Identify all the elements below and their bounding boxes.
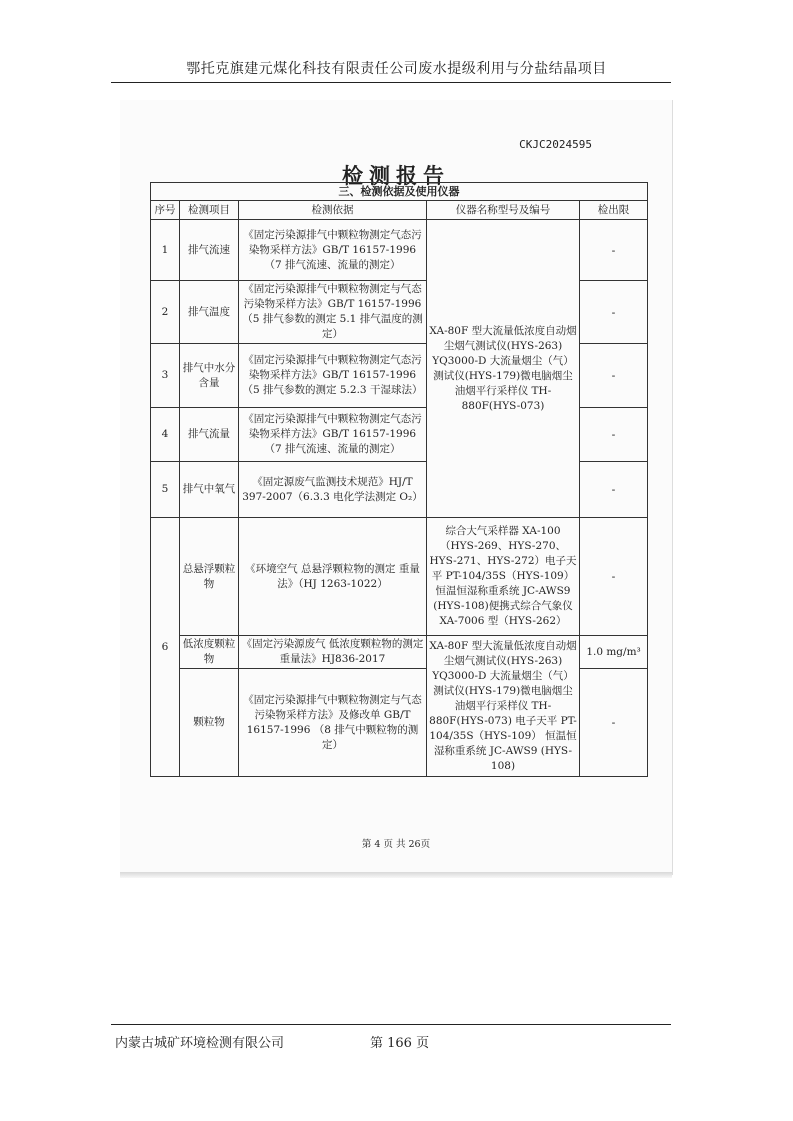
inner-page-number: 第 4 页 共 26页 [361,839,431,850]
report-number: CKJC2024595 [519,138,592,151]
column-header: 检出限 [580,201,648,220]
row-number: 3 [151,344,180,408]
test-item: 排气中水分含量 [180,344,239,408]
row-number: 2 [151,281,180,344]
table-header-row [151,201,648,220]
footer-company: 内蒙古城矿环境检测有限公司 [115,1036,285,1051]
basis-instrument-table [150,182,648,777]
test-basis: 《固定污染源排气中颗粒物测定与气态污染物采样方法》及修改单 GB/T 16157-1996 （8 排气中颗粒物的测定） [239,669,427,777]
scanned-report-page [120,100,673,875]
page-header: 鄂托克旗建元煤化科技有限责任公司废水提级利用与分盐结晶项目 [186,61,607,77]
row-number: 1 [151,220,180,281]
footer-page-number: 第 166 页 [370,1036,430,1051]
test-basis: 《固定污染源排气中颗粒物测定与气态污染物采样方法》GB/T 16157-1996 （5 排气参数的测定 5.1 排气温度的测定） [239,281,427,344]
detection-limit: - [580,281,648,344]
section-title: 三、检测依据及使用仪器 [151,183,648,201]
test-basis: 《固定污染源废气 低浓度颗粒物的测定 重量法》HJ836-2017 [239,636,427,669]
row-number: 5 [151,462,180,518]
column-header: 仪器名称型号及编号 [427,201,580,220]
column-header: 检测项目 [180,201,239,220]
footer-rule [111,1024,671,1025]
test-basis: 《环境空气 总悬浮颗粒物的测定 重量法》（HJ 1263-1022） [239,518,427,636]
header-rule [111,82,671,83]
test-item: 颗粒物 [180,669,239,777]
test-basis: 《固定源废气监测技术规范》HJ/T 397-2007（6.3.3 电化学法测定 O₂） [239,462,427,518]
row-number: 6 [151,518,180,777]
test-item: 低浓度颗粒物 [180,636,239,669]
scan-edge [120,872,672,878]
detection-limit: - [580,344,648,408]
table-row [151,220,648,281]
table-row [151,636,648,669]
test-basis: 《固定污染源排气中颗粒物测定气态污染物采样方法》GB/T 16157-1996 （5 排气参数的测定 5.2.3 干湿球法） [239,344,427,408]
table-row [151,518,648,636]
instrument-info: XA-80F 型大流量低浓度自动烟尘烟气测试仪(HYS-263) YQ3000-D 大流量烟尘（气）测试仪(HYS-179)微电脑烟尘油烟平行采样仪 TH-880F(HYS-073) [427,220,580,518]
test-item: 排气流速 [180,220,239,281]
test-item: 总悬浮颗粒物 [180,518,239,636]
test-item: 排气中氧气 [180,462,239,518]
test-item: 排气温度 [180,281,239,344]
detection-limit: - [580,669,648,777]
column-header: 序号 [151,201,180,220]
detection-limit: - [580,408,648,462]
test-basis: 《固定污染源排气中颗粒物测定气态污染物采样方法》GB/T 16157-1996（7 排气流速、流量的测定） [239,408,427,462]
detection-limit: - [580,518,648,636]
row-number: 4 [151,408,180,462]
test-item: 排气流量 [180,408,239,462]
test-basis: 《固定污染源排气中颗粒物测定气态污染物采样方法》GB/T 16157-1996（7 排气流速、流量的测定） [239,220,427,281]
detection-limit: - [580,462,648,518]
detection-limit: - [580,220,648,281]
column-header: 检测依据 [239,201,427,220]
instrument-info: XA-80F 型大流量低浓度自动烟尘烟气测试仪(HYS-263) YQ3000-D 大流量烟尘（气）测试仪(HYS-179)微电脑烟尘油烟平行采样仪 TH-880F(HYS-073) 电子天平 PT-104/35S（HYS-109） 恒温恒湿称重系统 JC-AWS9 (HYS-108) [427,636,580,777]
report-title: 检测报告 [342,163,450,188]
instrument-info: 综合大气采样器 XA-100（HYS-269、HYS-270、HYS-271、HYS-272）电子天平 PT-104/35S（HYS-109）恒温恒湿称重系统 JC-AWS9 (HYS-108)便携式综合气象仪 XA-7006 型（HYS-262） [427,518,580,636]
detection-limit: 1.0 mg/m³ [580,636,648,669]
